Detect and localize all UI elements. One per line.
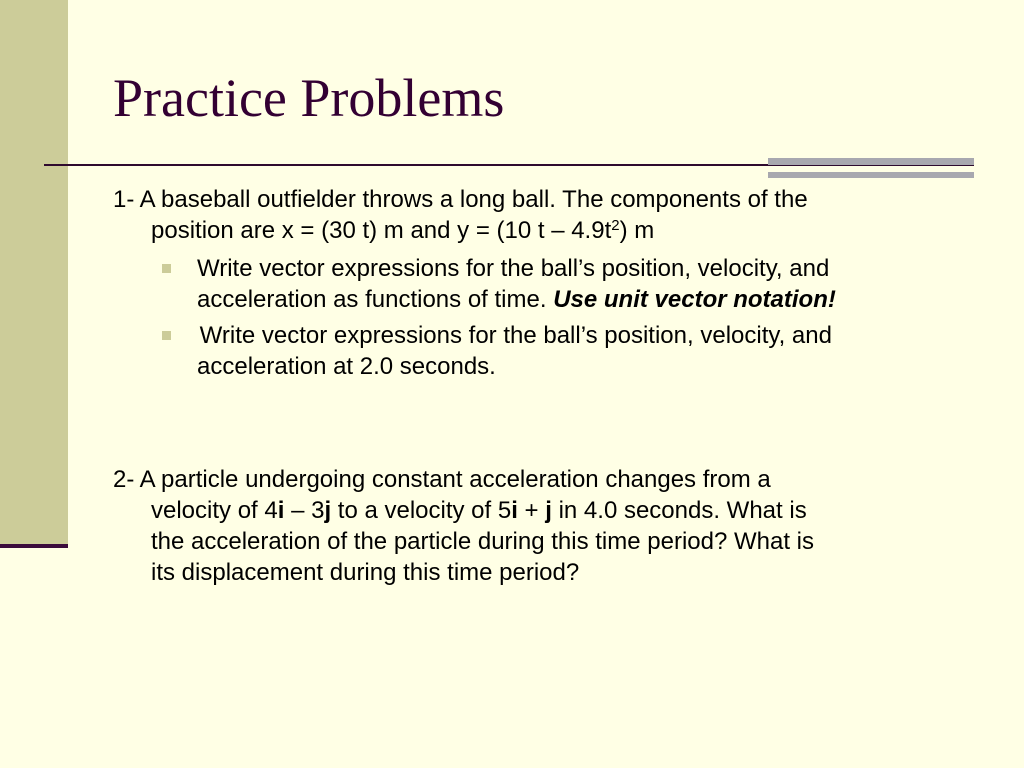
p2-text-3: to a velocity of 5 <box>331 497 512 524</box>
square-bullet-icon <box>162 331 171 340</box>
problem-2 <box>113 464 963 588</box>
p2-text-1: velocity of 4 <box>151 497 278 524</box>
subitem-2-line-2: acceleration at 2.0 seconds. <box>197 353 496 380</box>
subitem-2-line-1: Write vector expressions for the ball’s position, velocity, and <box>193 322 832 349</box>
problem-2-line-4: its displacement during this time period? <box>151 559 580 586</box>
square-bullet-icon <box>162 264 171 273</box>
left-decorative-band <box>0 0 68 545</box>
unit-vector-i: i <box>277 497 285 524</box>
left-accent-rule <box>0 544 68 548</box>
p2-text-2: – 3 <box>284 497 325 524</box>
problem-2-line-2 <box>113 495 963 526</box>
subitem-1-line-1: Write vector expressions for the ball’s position, velocity, and <box>197 255 830 282</box>
problem-2-line-1: 2- A particle undergoing constant acceleration changes from a <box>113 466 771 493</box>
p2-text-5: in 4.0 seconds. What is <box>551 497 807 524</box>
problem-1-line-2-text: position are x = (30 t) m and y = (10 t – 4.9t <box>151 217 612 244</box>
squared-exponent: 2 <box>611 217 620 234</box>
problem-1-line-2-end: ) m <box>619 217 655 244</box>
divider-gray-bar-bottom <box>768 172 974 178</box>
unit-vector-i: i <box>511 497 518 524</box>
subitem-1-line-2-text: acceleration as functions of time. <box>197 286 554 313</box>
divider-gray-bar-top <box>768 158 974 165</box>
problem-2-line-3: the acceleration of the particle during this time period? What is <box>151 528 815 555</box>
unit-vector-emphasis: Use unit vector notation! <box>553 286 836 313</box>
problem-1-line-1: 1- A baseball outfielder throws a long ball. The components of the <box>113 186 808 213</box>
p2-text-4: + <box>517 497 546 524</box>
subitem-1-text <box>197 253 836 315</box>
subitem-1-line-2 <box>197 284 836 315</box>
unit-vector-j: j <box>545 497 552 524</box>
subitem-2-text <box>193 320 832 382</box>
unit-vector-j: j <box>324 497 332 524</box>
problem-1 <box>113 184 963 246</box>
slide-title: Practice Problems <box>113 68 505 128</box>
problem-1-line-2 <box>113 215 963 246</box>
